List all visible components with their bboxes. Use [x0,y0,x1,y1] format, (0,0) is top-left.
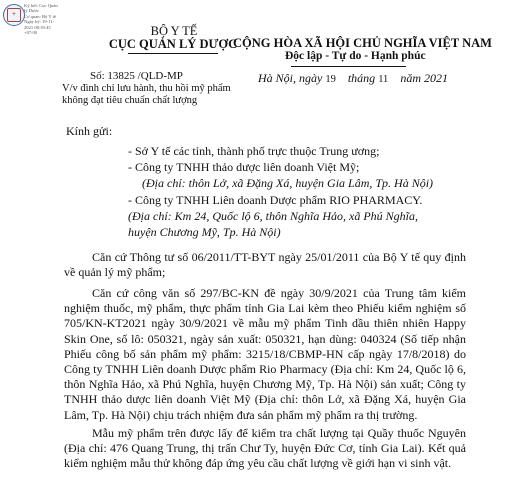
paragraph-1: Căn cứ Thông tư số 06/2011/TT-BYT ngày 25/01/2011 của Bộ Y tế quy định về quản lý mỹ phẩm; [64,250,466,280]
national-motto: Độc lập - Tự do - Hạnh phúc [285,50,426,62]
document-number: Số: 13825 /QLD-MP [90,70,183,82]
date-day: 19 [325,74,336,85]
date-month: 11 [378,74,389,85]
paragraph-2: Căn cứ công văn số 297/BC-KN đề ngày 30/9/2021 của Trung tâm kiểm nghiệm thuốc, mỹ phẩm, thực phẩm tỉnh Gia Lai kèm theo Phiếu kiểm nghiệm số 705/KN-KT2021 ngày 30/9/2021 về mẫu mỹ phẩm Tinh dầu thiên nhiên Happy Skin One, số lô: 050321, ngày sản xuất: 050321, hạn dùng: 040324 (Số tiếp nhận Phiếu công bố sản phẩm mỹ phẩm: 3215/18/CBMP-HN cấp ngày 17/8/2018) do Công ty TNHH Liên doanh Dược phẩm Rio Pharmacy (Địa chỉ: Km 24, Quốc lộ 6, thôn Nghĩa Hảo, xã Phú Nghĩa, huyện Chương Mỹ, Tp. Hà Nội) sản xuất; Công ty TNHH thảo dược liên doanh Việt Mỹ (Địa chỉ: thôn Lở, xã Đặng Xá, huyện Gia Lâm, Tp. Hà Nội) chịu trách nhiệm đưa sản phẩm mỹ phẩm ra thị trường. [64,286,466,422]
motto-underline [291,66,406,67]
national-title: CỘNG HÒA XÃ HỘI CHỦ NGHĨA VIỆT NAM [233,36,492,50]
recipient-3-address-line-2: huyện Chương Mỹ, Tp. Hà Nội) [128,225,281,239]
digital-signature-block: Ký bởi: Cục Quản lý Dược Cơ quan: Bộ Y tế Ngày ký: 19-11- 2021 08:39:45 +07:00 [24,3,58,36]
recipients-title: Kính gửi: [66,124,113,138]
place-date: Hà Nội, ngày 19 tháng 11 năm 2021 [258,71,448,85]
agency-underline [128,53,218,54]
recipient-3: - Công ty TNHH Liên doanh Dược phẩm RIO PHARMACY. [128,193,423,207]
digital-seal-icon: + [3,4,25,26]
document-subject: V/v đình chỉ lưu hành, thu hồi mỹ phẩm không đạt tiêu chuẩn chất lượng [62,83,231,106]
recipient-2-address: (Địa chỉ: thôn Lở, xã Đặng Xá, huyện Gia Lâm, Tp. Hà Nội) [142,176,434,190]
recipient-1: - Sở Y tế các tỉnh, thành phố trực thuộc Trung ương; [128,144,380,158]
paragraph-3: Mẫu mỹ phẩm trên được lấy để kiểm tra chất lượng tại Quầy thuốc Nguyên (Địa chỉ: 476 Quang Trung, thị trấn Chư Ty, huyện Đức Cơ, tỉnh Gia Lai). Kết quả kiểm nghiệm mẫu thử không đáp ứng yêu cầu chất lượng về giới hạn vi sinh vật. [64,426,466,471]
ministry-name: BỘ Y TẾ [150,24,198,38]
agency-name: CỤC QUẢN LÝ DƯỢC [108,37,238,51]
recipient-2: - Công ty TNHH thảo dược liên doanh Việt Mỹ; [128,160,360,174]
recipient-3-address-line-1: (Địa chỉ: Km 24, Quốc lộ 6, thôn Nghĩa Hảo, xã Phú Nghĩa, [128,209,418,223]
